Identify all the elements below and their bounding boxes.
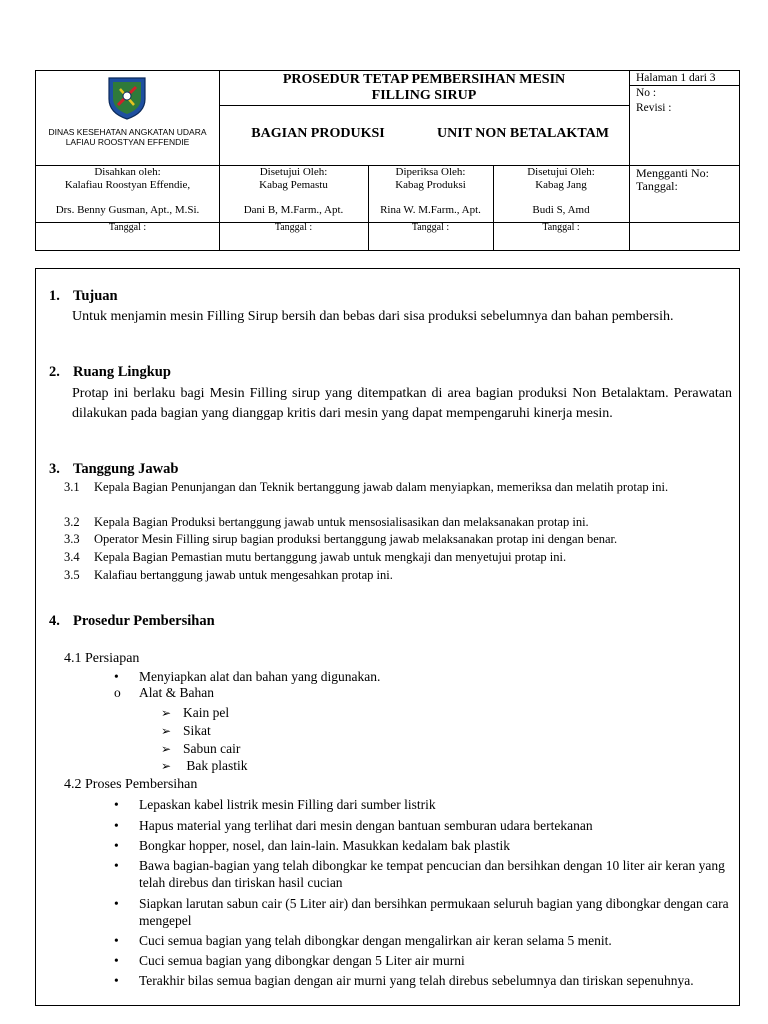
unit: UNIT NON BETALAKTAM (437, 126, 609, 141)
replaces-date: Tanggal: (636, 179, 678, 193)
approval-role: Disahkan oleh: (94, 166, 161, 178)
list-item: • Terakhir bilas semua bagian dengan air murni yang telah direbus sebelumnya dan tiriskan sepenuhnya. (114, 973, 694, 988)
date-cell: Tanggal : (108, 222, 147, 233)
divider (629, 71, 630, 250)
approval-approved-jang (493, 166, 629, 217)
bullet-icon: • (114, 973, 119, 988)
approval-title: Kabag Produksi (395, 179, 466, 191)
bullet-icon: • (114, 896, 119, 911)
replaces-info (636, 167, 709, 193)
department: BAGIAN PRODUKSI (251, 126, 385, 141)
approval-title: Kalafiau Roostyan Effendie, (64, 179, 191, 191)
circle-bullet-icon: o (114, 685, 121, 700)
arrow-bullet-icon: ➢ (161, 759, 172, 773)
revision: Revisi : (636, 102, 672, 114)
approval-name: Dani B, M.Farm., Apt. (243, 204, 344, 216)
section-paragraph: Untuk menjamin mesin Filling Sirup bersih dan bebas dari sisa produksi sebelumnya dan bahan pembersih. (72, 309, 674, 324)
divider (219, 105, 629, 106)
arrow-bullet-icon: ➢ (161, 742, 172, 756)
list-item: 3.3 Operator Mesin Filling sirup bagian produksi bertanggung jawab melaksanakan protap ini dengan benar. (64, 532, 618, 546)
arrow-bullet-icon: ➢ (161, 724, 172, 738)
list-item: ➢ Bak plastik (161, 758, 248, 773)
subsection-heading: 4.2 Proses Pembersihan (64, 777, 198, 792)
section-paragraph: Protap ini berlaku bagi Mesin Filling sirup yang ditempatkan di area bagian produksi Non Betalaktam. Perawatan dilakukan pada bagian yang dianggap kritis dari mesin yang dapat mempengaruhi kinerja mesin. (72, 386, 732, 421)
approval-role: Diperiksa Oleh: (395, 166, 466, 178)
list-item: o Alat & Bahan (114, 685, 214, 700)
procedure-body (35, 268, 740, 1006)
list-item: • Lepaskan kabel listrik mesin Filling dari sumber listrik (114, 797, 436, 812)
list-item: • Siapkan larutan sabun cair (5 Liter air) dan bersihkan permukaan seluruh bagian yang dibongkar dengan cara mengepel (114, 896, 729, 928)
approval-role: Disetujui Oleh: (527, 166, 595, 178)
doc-title-line2: FILLING SIRUP (371, 88, 477, 103)
approval-name: Rina W. M.Farm., Apt. (380, 204, 481, 216)
list-item: 3.4 Kepala Bagian Pemastian mutu bertanggung jawab untuk mengkaji dan menyetujui protap ini. (64, 550, 567, 564)
list-item: • Bongkar hopper, nosel, dan lain-lain. Masukkan kedalam bak plastik (114, 838, 510, 853)
bullet-icon: • (114, 953, 119, 968)
date-cell: Tanggal : (274, 222, 313, 233)
emblem-logo (106, 75, 148, 121)
section-heading: 1. Tujuan (49, 288, 118, 304)
section-heading: 2. Ruang Lingkup (49, 364, 171, 380)
date-cell: Tanggal : (542, 222, 580, 233)
approval-name: Budi S, Amd (532, 204, 590, 216)
section-heading: 3. Tanggung Jawab (49, 461, 179, 477)
replaces-number: Mengganti No: (636, 166, 709, 180)
bullet-icon: • (114, 797, 119, 812)
list-item: ➢ Sikat (161, 723, 211, 738)
date-cell: Tanggal : (411, 222, 450, 233)
list-item: • Hapus material yang terlihat dari mesin dengan bantuan semburan udara bertekanan (114, 818, 593, 833)
approval-role: Disetujui Oleh: (259, 166, 328, 178)
list-item: • Cuci semua bagian yang telah dibongkar dengan mengalirkan air keran selama 5 menit. (114, 933, 612, 948)
approval-approved-pemastu (219, 166, 368, 217)
org-name: DINAS KESEHATAN ANGKATAN UDARA (48, 127, 207, 137)
document-header (35, 70, 740, 251)
arrow-bullet-icon: ➢ (161, 706, 172, 720)
list-item: • Cuci semua bagian yang dibongkar dengan 5 Liter air murni (114, 953, 465, 968)
list-item: ➢ Kain pel (161, 705, 230, 720)
list-item: 3.5 Kalafiau bertanggung jawab untuk mengesahkan protap ini. (64, 568, 393, 582)
page-number: Halaman 1 dari 3 (636, 72, 716, 84)
approval-checked (368, 166, 493, 217)
org-subname: LAFIAU ROOSTYAN EFFENDIE (65, 137, 190, 147)
bullet-icon: • (114, 838, 119, 853)
section-heading: 4. Prosedur Pembersihan (49, 613, 215, 629)
list-item: 3.1 Kepala Bagian Penunjangan dan Teknik bertanggung jawab dalam menyiapkan, memeriksa dan melatih protap ini. (64, 480, 669, 494)
doc-title-line1: PROSEDUR TETAP PEMBERSIHAN MESIN (282, 72, 566, 87)
list-item: • Bawa bagian-bagian yang telah dibongkar ke tempat pencucian dan bersihkan dengan 10 liter air keran yang telah direbus dan tiriskan hasil cucian (114, 858, 725, 890)
bullet-icon: • (114, 669, 119, 684)
list-item: ➢ Sabun cair (161, 741, 241, 756)
bullet-icon: • (114, 818, 119, 833)
approval-name: Drs. Benny Gusman, Apt., M.Si. (55, 204, 200, 216)
approval-title: Kabag Jang (535, 179, 587, 191)
approval-title: Kabag Pemastu (259, 179, 328, 191)
approval-ratified (36, 166, 219, 217)
doc-number: No : (636, 87, 657, 99)
subsection-heading: 4.1 Persiapan (64, 651, 140, 666)
bullet-icon: • (114, 933, 119, 948)
list-item: 3.2 Kepala Bagian Produksi bertanggung jawab untuk mensosialisasikan dan melaksanakan protap ini. (64, 515, 589, 529)
bullet-icon: • (114, 858, 119, 873)
list-item: • Menyiapkan alat dan bahan yang digunakan. (114, 669, 381, 684)
